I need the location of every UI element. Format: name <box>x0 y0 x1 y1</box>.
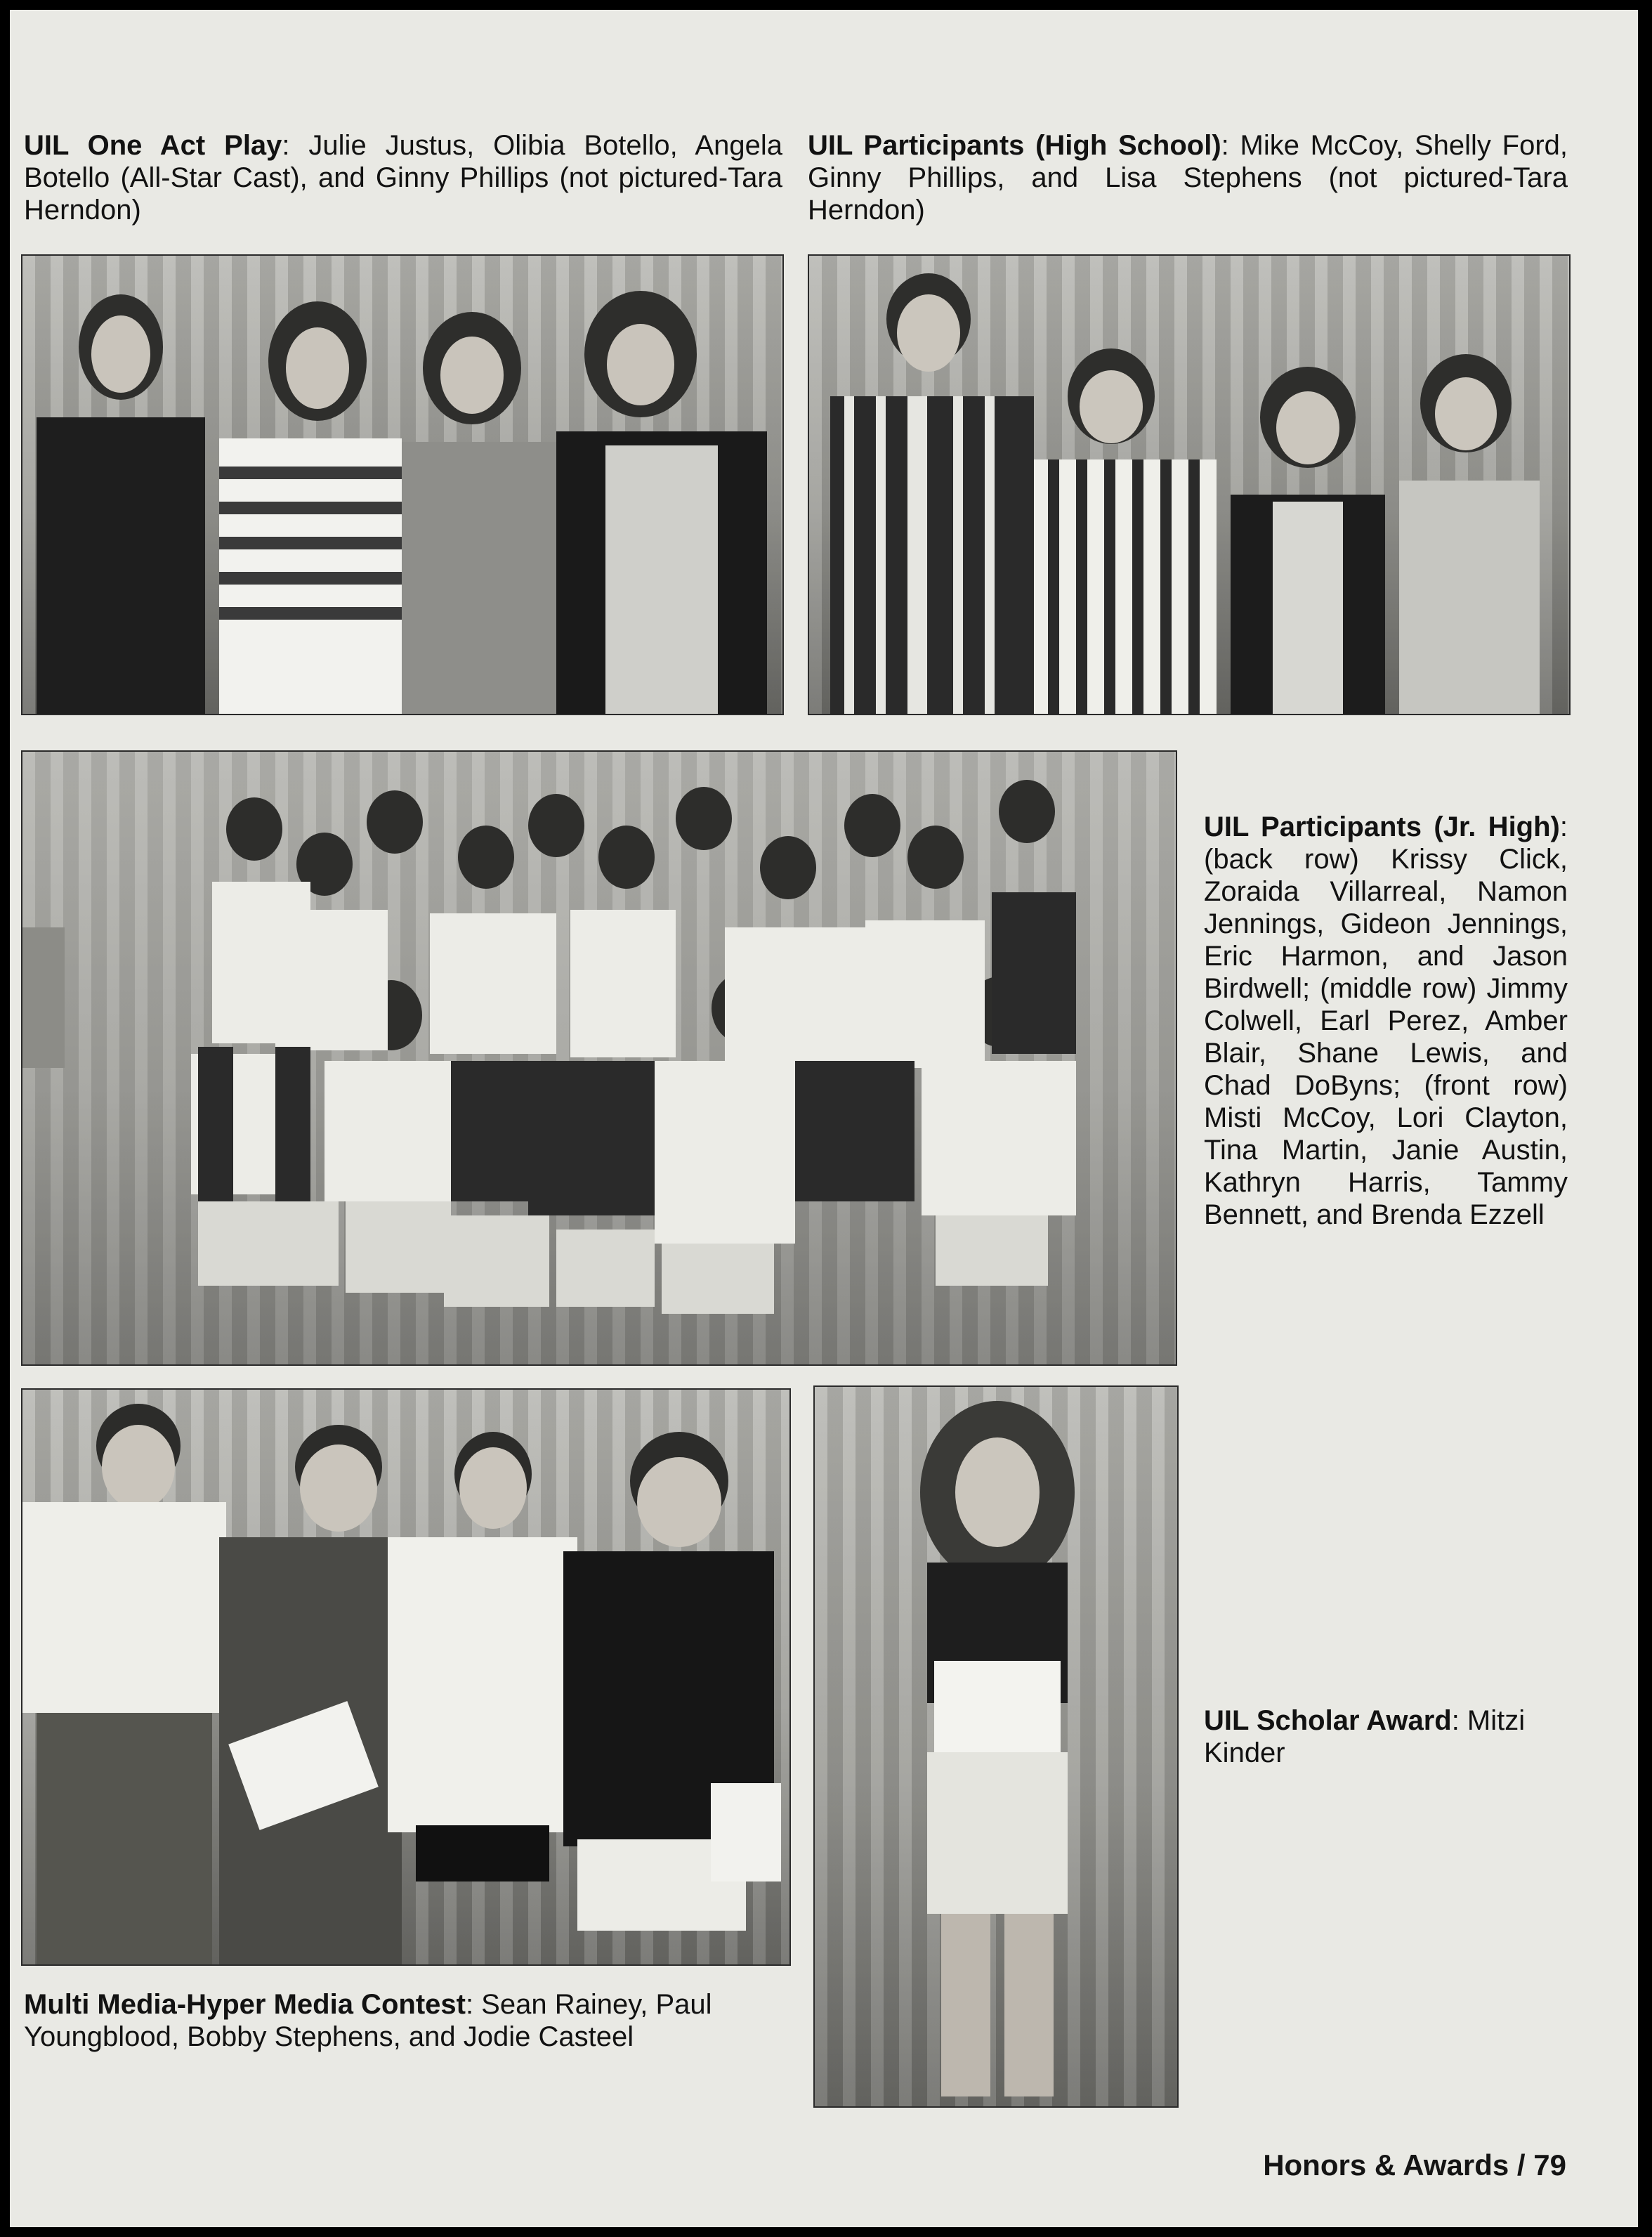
photo-multi-media-contest <box>21 1388 791 1966</box>
footer-separator: / <box>1509 2148 1534 2181</box>
page-number: 79 <box>1533 2148 1566 2181</box>
caption-multi-media-contest <box>24 1988 789 2053</box>
caption-uil-high-school <box>808 129 1568 226</box>
caption-title: UIL Scholar Award <box>1204 1705 1452 1736</box>
yearbook-page <box>10 10 1638 2227</box>
caption-text: : Mike McCoy, Shelly Ford, Ginny Phillips, and Lisa Stephens (not pictured-Tara Herndon) <box>808 130 1568 226</box>
caption-title: UIL Participants (Jr. High) <box>1204 811 1560 842</box>
caption-uil-scholar-award <box>1204 1704 1569 1769</box>
photo-uil-jr-high <box>21 750 1177 1366</box>
caption-text: : Mitzi Kinder <box>1204 1705 1526 1768</box>
caption-title: Multi Media-Hyper Media Contest <box>24 1989 466 2020</box>
caption-uil-jr-high <box>1204 811 1568 1231</box>
photo-uil-high-school <box>808 254 1571 715</box>
photo-uil-scholar-award <box>813 1385 1179 2108</box>
caption-text: : Julie Justus, Olibia Botello, Angela Botello (All-Star Cast), and Ginny Phillips (not pictured-Tara Herndon) <box>24 130 782 226</box>
caption-title: UIL One Act Play <box>24 130 282 161</box>
section-title: Honors & Awards <box>1263 2148 1509 2181</box>
caption-title: UIL Participants (High School) <box>808 130 1221 161</box>
caption-text: : (back row) Krissy Click, Zoraida Villarreal, Namon Jennings, Gideon Jennings, Eric Harmon, and Jason Birdwell; (middle row) Jimmy Colwell, Earl Perez, Amber Blair, Shane Lewis, and Chad DoByns; (front row) Misti McCoy, Lori Clayton, Tina Martin, Janie Austin, Kathryn Harris, Tammy Bennett, and Brenda Ezzell <box>1204 811 1568 1230</box>
caption-text: : Sean Rainey, Paul Youngblood, Bobby Stephens, and Jodie Casteel <box>24 1989 712 2052</box>
caption-one-act-play <box>24 129 782 226</box>
page-footer <box>1263 2148 1566 2182</box>
photo-one-act-play <box>21 254 784 715</box>
